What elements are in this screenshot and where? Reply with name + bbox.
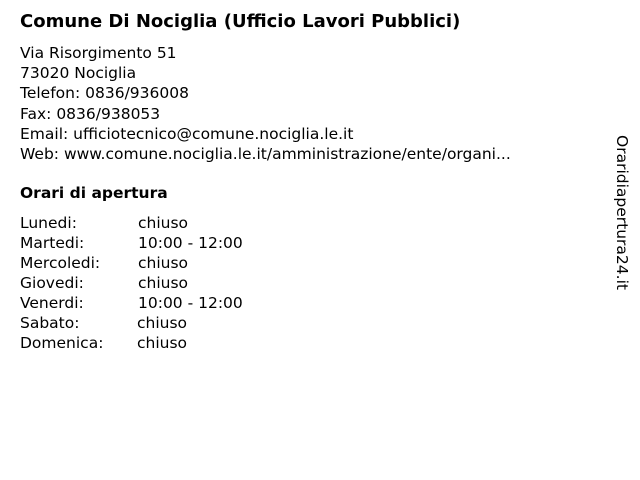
day-label: Giovedi: bbox=[20, 274, 84, 292]
day-hours: chiuso bbox=[138, 274, 189, 292]
address-street: Via Risorgimento 51 bbox=[20, 44, 177, 62]
day-label: Martedi: bbox=[20, 234, 85, 252]
day-label: Domenica: bbox=[20, 334, 104, 352]
site-watermark bbox=[612, 135, 632, 310]
phone-number: Telefon: 0836/936008 bbox=[20, 84, 189, 103]
day-hours: chiuso bbox=[137, 314, 188, 332]
fax-number: Fax: 0836/938053 bbox=[20, 104, 161, 123]
day-label: Venerdi: bbox=[20, 294, 84, 312]
opening-hours-heading: Orari di apertura bbox=[20, 184, 168, 202]
day-label: Mercoledi: bbox=[20, 254, 101, 272]
website-url: Web: www.comune.nociglia.le.it/amministrazione/ente/organi... bbox=[20, 145, 511, 164]
day-label: Sabato: bbox=[20, 314, 80, 332]
address-city: 73020 Nociglia bbox=[20, 64, 137, 83]
day-label: Lunedi: bbox=[20, 214, 77, 232]
day-hours: chiuso bbox=[138, 214, 189, 232]
watermark-text: Oraridiapertura24.it bbox=[613, 135, 631, 290]
page-title: Comune Di Nociglia (Ufficio Lavori Pubblici) bbox=[20, 11, 461, 32]
day-hours: chiuso bbox=[137, 334, 188, 352]
day-hours: 10:00 - 12:00 bbox=[138, 294, 243, 312]
email-address: Email: ufficiotecnico@comune.nociglia.le.it bbox=[20, 124, 354, 143]
contact-info bbox=[20, 43, 511, 164]
day-hours: chiuso bbox=[138, 254, 189, 272]
day-hours: 10:00 - 12:00 bbox=[138, 234, 243, 252]
